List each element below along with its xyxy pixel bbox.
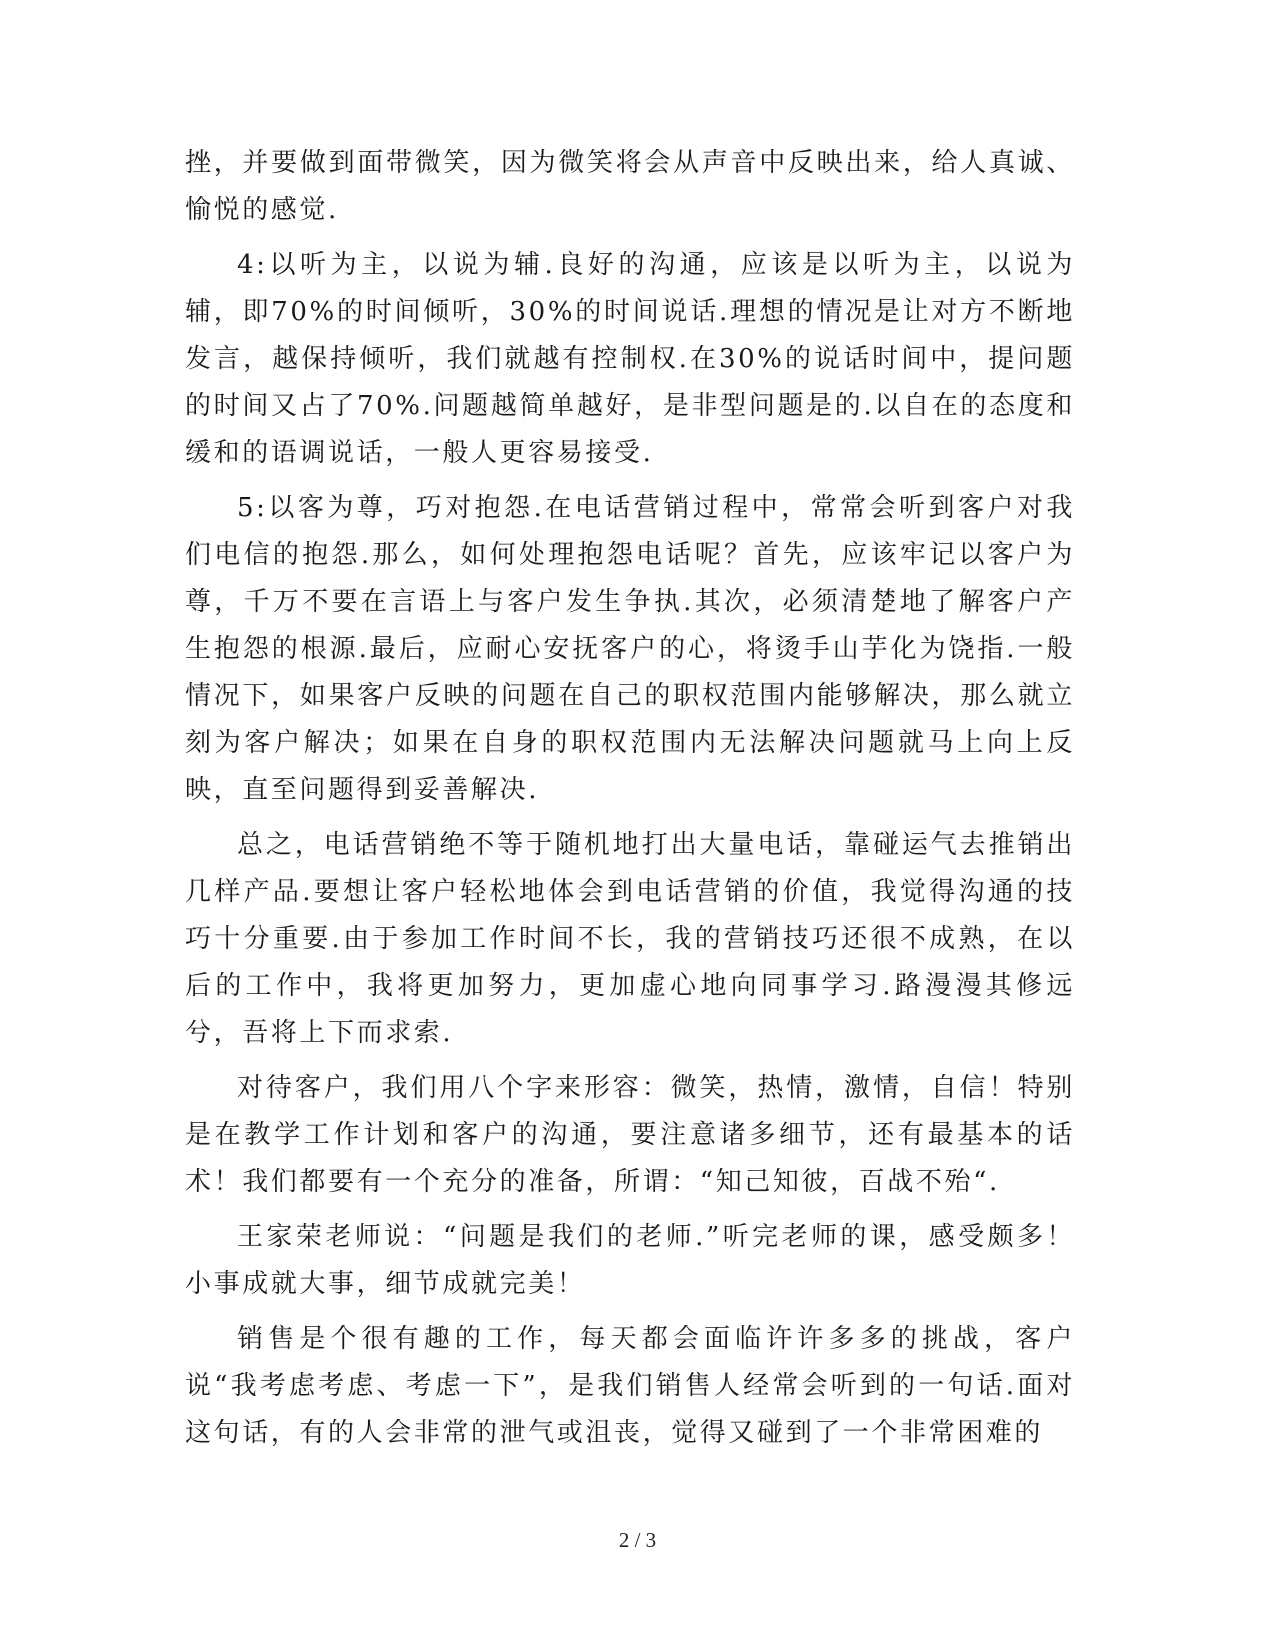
paragraph-2: 4:以听为主，以说为辅.良好的沟通，应该是以听为主，以说为辅，即70%的时间倾听，30%的时间说话.理想的情况是让对方不断地发言，越保持倾听，我们就越有控制权.在30%的说话时间中，提问题的时间又占了70%.问题越简单越好，是非型问题是的.以自在的态度和缓和的语调说话，一般人更容易接受. [185,250,1075,468]
paragraph-3: 5:以客为尊，巧对抱怨.在电话营销过程中，常常会听到客户对我们电信的抱怨.那么，如何处理抱怨电话呢？首先，应该牢记以客户为尊，千万不要在言语上与客户发生争执.其次，必须清楚地了解客户产生抱怨的根源.最后，应耐心安抚客户的心，将烫手山芋化为饶指.一般情况下，如果客户反映的问题在自己的职权范围内能够解决，那么就立刻为客户解决；如果在自身的职权范围内无法解决问题就马上向上反映，直至问题得到妥善解决. [185,493,1075,805]
paragraph-7: 销售是个很有趣的工作，每天都会面临许许多多的挑战，客户说“我考虑考虑、考虑一下”，是我们销售人经常会听到的一句话.面对这句话，有的人会非常的泄气或沮丧，觉得又碰到了一个非常困难的 [185,1324,1075,1448]
document-body [185,140,1075,1465]
paragraph-1: 挫，并要做到面带微笑，因为微笑将会从声音中反映出来，给人真诚、愉悦的感觉. [185,148,1075,225]
paragraph-4: 总之，电话营销绝不等于随机地打出大量电话，靠碰运气去推销出几样产品.要想让客户轻松地体会到电话营销的价值，我觉得沟通的技巧十分重要.由于参加工作时间不长，我的营销技巧还很不成熟，在以后的工作中，我将更加努力，更加虚心地向同事学习.路漫漫其修远兮，吾将上下而求索. [185,830,1075,1048]
paragraph-5: 对待客户，我们用八个字来形容：微笑，热情，激情，自信！特别是在教学工作计划和客户的沟通，要注意诸多细节，还有最基本的话术！我们都要有一个充分的准备，所谓：“知己知彼，百战不殆“. [185,1073,1075,1197]
paragraph-6: 王家荣老师说：“问题是我们的老师.”听完老师的课，感受颇多！小事成就大事，细节成就完美！ [185,1222,1075,1299]
page-number: 2 / 3 [618,1528,657,1552]
